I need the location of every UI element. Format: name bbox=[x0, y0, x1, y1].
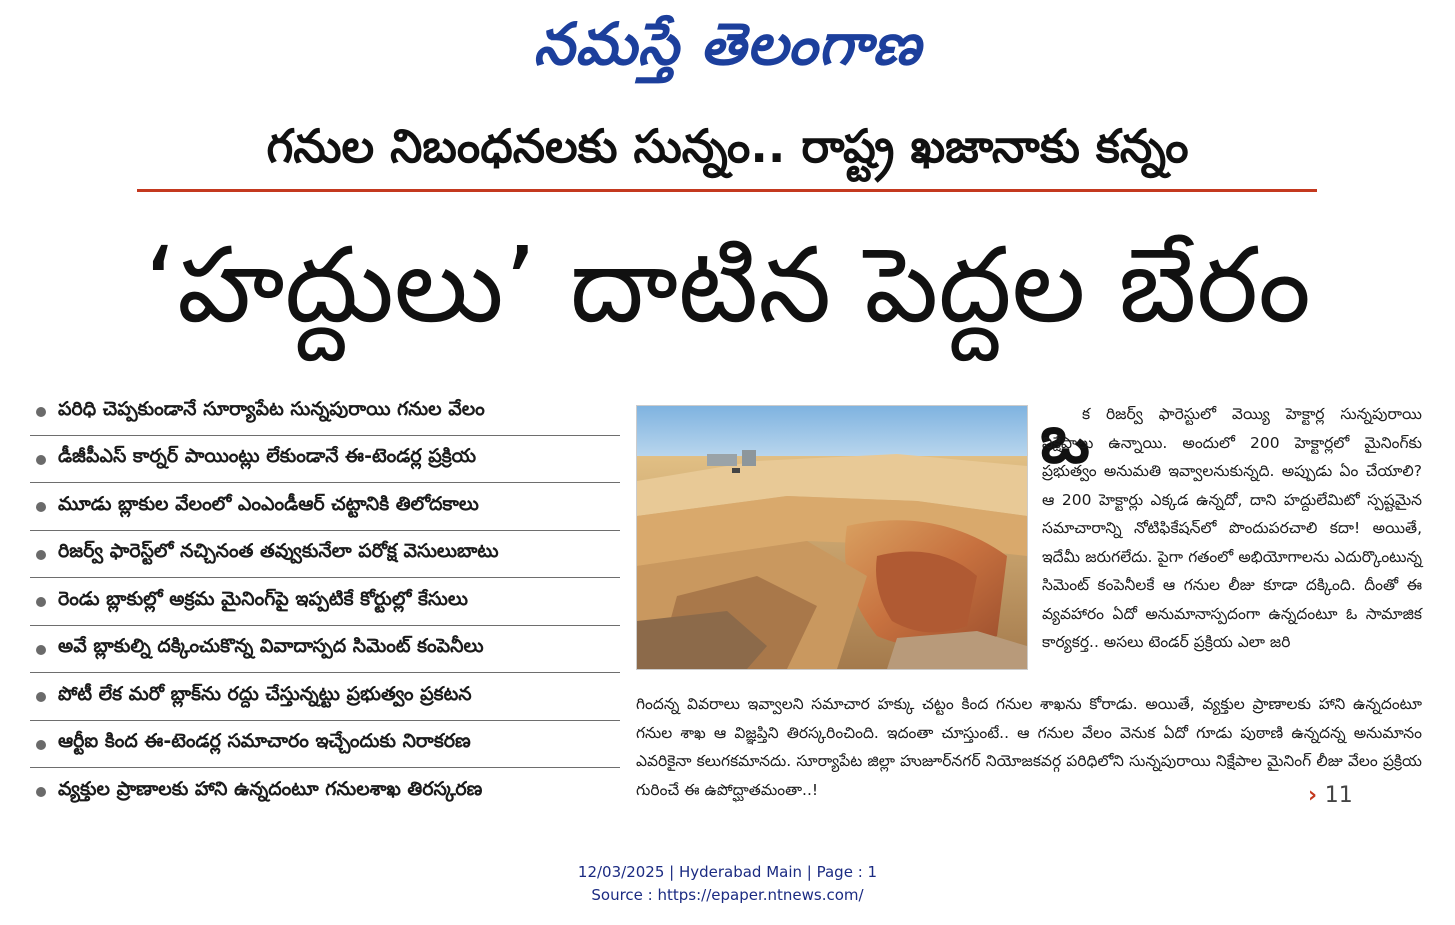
page-footer bbox=[0, 861, 1455, 907]
continued-page-link[interactable] bbox=[1308, 783, 1353, 808]
footer-date-edition: 12/03/2025 | Hyderabad Main | Page : 1 bbox=[577, 863, 878, 881]
bullet-icon bbox=[36, 740, 46, 750]
chevron-right-icon: › bbox=[1308, 783, 1318, 808]
main-headline: ‘హద్దులు’ దాటిన పెద్దల బేరం bbox=[144, 224, 1311, 346]
highlight-text: పోటీ లేక మరో బ్లాక్‌ను రద్దు చేస్తున్నట్టు ప్రభుత్వం ప్రకటన bbox=[58, 682, 472, 705]
bullet-icon bbox=[36, 645, 46, 655]
highlight-text: అవే బ్లాకుల్ని దక్కించుకొన్న వివాదాస్పద సిమెంట్ కంపెనీలు bbox=[58, 635, 484, 658]
highlight-text: వ్యక్తుల ప్రాణాలకు హాని ఉన్నదంటూ గనులశాఖ తిరస్కరణ bbox=[58, 778, 483, 801]
highlight-item bbox=[30, 768, 620, 816]
article-wide-text: గిందన్న వివరాలు ఇవ్వాలని సమాచార హక్కు చట్టం కింద గనుల శాఖను కోరాడు. అయితే, వ్యక్తుల ప్రాణాలకు హాని ఉన్నదంటూ గనుల శాఖ ఆ విజ్ఞప్తిని తిరస్కరించింది. ఇదంతా చూస్తుంటే.. ఆ గనుల వేలం వెనుక ఏదో గూడు పుఠాణి ఉన్నదన్న అనుమానం ఎవరికైనా కలుగకమానదు. సూర్యాపేట జిల్లా హుజూర్‌నగర్ నియోజకవర్గ పరిధిలోని సున్నపురాయి నిక్షేపాల మైనింగ్ లీజు వేలం ప్రక్రియ గురించే ఈ ఉపోద్ఘాతమంతా..! bbox=[636, 695, 1422, 799]
bullet-icon bbox=[36, 787, 46, 797]
footer-source-link[interactable]: Source : https://epaper.ntnews.com/ bbox=[591, 886, 864, 904]
bullet-icon bbox=[36, 550, 46, 560]
highlight-text: రిజర్వ్ ఫారెస్ట్‌లో నచ్చినంత తవ్వుకునేలా పరోక్ష వెసులుబాటు bbox=[58, 540, 499, 563]
highlight-item bbox=[30, 673, 620, 721]
highlight-item bbox=[30, 721, 620, 769]
highlight-item bbox=[30, 626, 620, 674]
bullet-icon bbox=[36, 407, 46, 417]
article-column-body: క రిజర్వ్ ఫారెస్టులో వెయ్యి హెక్టార్ల సున్నపురాయి నిక్షేపాలు ఉన్నాయి. అందులో 200 హెక్టార్లలో మైనింగ్‌కు ప్రభుత్వం అనుమతి ఇవ్వాలనుకున్నది. అప్పుడు ఏం చేయాలి? ఆ 200 హెక్టార్లు ఎక్కడ ఉన్నదో, దాని హద్దులేమిటో స్పష్టమైన సమాచారాన్ని నోటిఫికేషన్‌లో పొందుపరచాలి కదా! అయితే, ఇదేమీ జరుగలేదు. పైగా గతంలో అభియోగాలను ఎదుర్కొంటున్న సిమెంట్ కంపెనీలకే ఆ గనుల లీజు కూడా దక్కింది. దీంతో ఈ వ్యవహారం ఏదో అనుమానాస్పదంగా ఉన్నదంటూ ఓ సామాజిక కార్యకర్త.. అసలు టెండర్ ప్రక్రియ ఎలా జరి bbox=[1042, 405, 1422, 651]
kicker-headline: గనుల నిబంధనలకు సున్నం.. రాష్ట్ర ఖజానాకు కన్నం bbox=[266, 119, 1189, 173]
highlight-text: డీజీపీఎస్ కార్నర్ పాయింట్లు లేకుండానే ఈ-టెండర్ల ప్రక్రియ bbox=[58, 445, 477, 468]
drop-cap: ఒ bbox=[1040, 400, 1090, 479]
limestone-quarry-photo bbox=[636, 405, 1028, 670]
highlight-text: ఆర్టీఐ కింద ఈ-టెండర్ల సమాచారం ఇచ్చేందుకు నిరాకరణ bbox=[58, 730, 471, 753]
bullet-icon bbox=[36, 597, 46, 607]
highlight-text: పరిధి చెప్పకుండానే సూర్యాపేట సున్నపురాయి గనుల వేలం bbox=[58, 397, 485, 420]
bullet-icon bbox=[36, 502, 46, 512]
masthead-title: నమస్తే తెలంగాణ bbox=[533, 10, 922, 78]
continued-page-number: 11 bbox=[1324, 783, 1353, 808]
kicker-divider bbox=[137, 189, 1317, 192]
highlight-text: రెండు బ్లాకుల్లో అక్రమ మైనింగ్‌పై ఇప్పటికే కోర్టుల్లో కేసులు bbox=[58, 587, 468, 610]
bullet-icon bbox=[36, 692, 46, 702]
article-column-text bbox=[1042, 400, 1422, 657]
highlight-item bbox=[30, 578, 620, 626]
highlight-item bbox=[30, 436, 620, 484]
highlights-list bbox=[30, 388, 620, 816]
highlight-item bbox=[30, 531, 620, 579]
highlight-item bbox=[30, 483, 620, 531]
bullet-icon bbox=[36, 455, 46, 465]
highlight-text: మూడు బ్లాకుల వేలంలో ఎంఎండీఆర్ చట్టానికి తిలోదకాలు bbox=[58, 492, 479, 515]
highlight-item bbox=[30, 388, 620, 436]
